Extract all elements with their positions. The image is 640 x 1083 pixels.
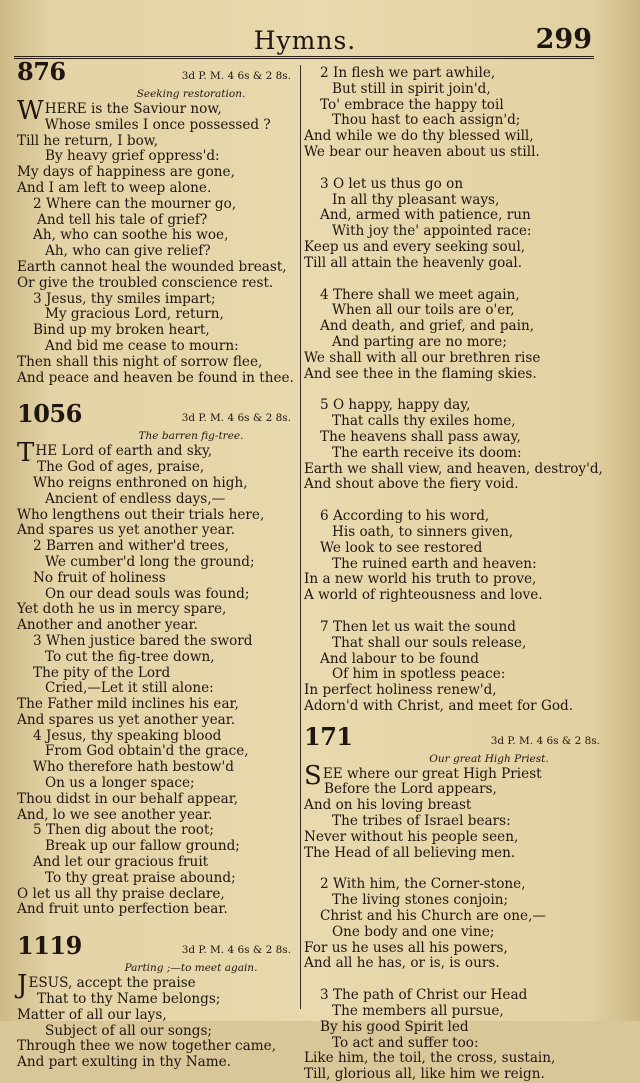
verse-line: We look to see restored xyxy=(320,539,483,556)
hymn-1119-header xyxy=(17,931,295,962)
verse-line: 5 O happy, happy day, xyxy=(320,397,471,414)
verse-line: 7 Then let us wait the sound xyxy=(320,618,516,635)
hymn-876-header xyxy=(17,57,295,88)
verse-line: 6 According to his word, xyxy=(320,508,490,525)
verse-line: Never without his people seen, xyxy=(304,828,519,845)
hymn-171-header xyxy=(304,721,604,753)
verse-line: His oath, to sinners given, xyxy=(332,523,514,540)
verse-line: On us a longer space; xyxy=(45,775,195,792)
verse-line: And spares us yet another year. xyxy=(17,711,236,728)
verse-line: The earth receive its doom: xyxy=(332,444,522,461)
verse-line: Christ and his Church are one,— xyxy=(320,908,547,925)
verse-line: Who therefore hath bestow'd xyxy=(33,759,234,776)
verse-line: With joy the' appointed race: xyxy=(332,223,532,240)
hymn-meter: 3d P. M. 4 6s & 2 8s. xyxy=(181,944,291,957)
verse-line: That shall our souls release, xyxy=(332,634,527,651)
left-column xyxy=(17,57,295,1071)
verse-line: 2 Where can the mourner go, xyxy=(33,195,237,212)
verse-line: And spares us yet another year. xyxy=(17,522,236,539)
drop-cap: T xyxy=(17,438,35,469)
verse-line: Of him in spotless peace: xyxy=(332,666,506,683)
hymn-1119-text xyxy=(17,970,295,1071)
verse-line: The ruined earth and heaven: xyxy=(332,555,537,572)
verse-line: Till, glorious all, like him we reign. xyxy=(304,1066,545,1083)
verse-line: And labour to be found xyxy=(320,650,479,667)
hymn-171-text xyxy=(304,760,604,1083)
verse-line: Break up our fallow ground; xyxy=(45,838,240,855)
verse-line: The living stones conjoin; xyxy=(332,892,509,909)
verse-line: One body and one vine; xyxy=(332,923,495,940)
verse-line: No fruit of holiness xyxy=(33,569,166,586)
verse-line: Whose smiles I once possessed ? xyxy=(44,116,271,133)
verse-line: Ah, who can soothe his woe, xyxy=(33,227,229,244)
verse-line: A world of righteousness and love. xyxy=(304,587,543,604)
verse-line: And all he has, or is, is ours. xyxy=(304,955,500,972)
hymn-topic: Parting ;—to meet again. xyxy=(124,962,258,975)
verse-line: We cumber'd long the ground; xyxy=(45,553,255,570)
verse-line: Keep us and every seeking soul, xyxy=(304,238,526,255)
verse-line: 3 The path of Christ our Head xyxy=(320,987,528,1004)
verse-line: In perfect holiness renew'd, xyxy=(304,682,497,699)
verse-line: 3 Jesus, thy smiles impart; xyxy=(33,290,216,307)
verse-line: The members all pursue, xyxy=(332,1003,504,1020)
hymn-1056-header xyxy=(17,399,295,430)
verse-line: Till he return, I bow, xyxy=(17,132,159,149)
verse-line: To' embrace the happy toil xyxy=(320,96,504,113)
verse-line: In all thy pleasant ways, xyxy=(332,191,500,208)
verse-line: By heavy grief oppress'd: xyxy=(45,148,220,165)
verse-line: Thou didst in our behalf appear, xyxy=(17,790,239,807)
verse-line: That calls thy exiles home, xyxy=(332,413,516,430)
hymn-number: 171 xyxy=(304,721,353,751)
verse-line: O let us all thy praise declare, xyxy=(17,885,225,902)
verse-line: When all our toils are o'er, xyxy=(332,302,515,319)
verse-line: 3 O let us thus go on xyxy=(320,175,464,192)
verse-line: Cried,—Let it still alone: xyxy=(45,680,214,697)
verse-line: Then shall this night of sorrow flee, xyxy=(17,353,263,370)
verse-line: Or give the troubled conscience rest. xyxy=(17,274,274,291)
verse-line: And let our gracious fruit xyxy=(33,854,209,871)
verse-line: From God obtain'd the grace, xyxy=(45,743,249,760)
verse-line: Matter of all our lays, xyxy=(17,1006,167,1023)
verse-line: And part exulting in thy Name. xyxy=(17,1054,231,1071)
page-number: 299 xyxy=(535,24,592,55)
hymn-number: 876 xyxy=(17,57,66,86)
verse-line: And see thee in the flaming skies. xyxy=(304,365,537,382)
verse-line: And bid me cease to mourn: xyxy=(45,337,239,354)
verse-line: And tell his tale of grief? xyxy=(37,211,208,228)
verse-line: For us he uses all his powers, xyxy=(304,939,508,956)
verse-line: And, lo we see another year. xyxy=(17,806,213,823)
verse-line: We shall with all our brethren rise xyxy=(304,349,541,366)
page-title: Hymns. xyxy=(253,26,357,55)
verse-line: My gracious Lord, return, xyxy=(45,306,224,323)
verse-line: Earth cannot heal the wounded breast, xyxy=(17,258,287,275)
verse-line: 2 In flesh we part awhile, xyxy=(320,65,496,81)
header-rule xyxy=(14,56,594,59)
verse-line: Ah, who can give relief? xyxy=(45,243,211,260)
hymn-meter: 3d P. M. 4 6s & 2 8s. xyxy=(181,70,291,82)
hymn-topic: The barren fig-tree. xyxy=(138,430,244,443)
verse-line: And shout above the fiery void. xyxy=(304,476,519,493)
verse-line: Thou hast to each assign'd; xyxy=(332,112,521,129)
verse-line: 4 There shall we meet again, xyxy=(320,286,520,303)
hymn-meter: 3d P. M. 4 6s & 2 8s. xyxy=(181,412,291,425)
verse-line: HERE is the Saviour now, xyxy=(44,101,222,117)
verse-line: And parting are no more; xyxy=(332,333,507,350)
verse-line: And on his loving breast xyxy=(304,797,472,814)
verse-line: To act and suffer too: xyxy=(332,1034,479,1051)
verse-line: Through thee we now together came, xyxy=(17,1038,277,1055)
verse-line: To thy great praise abound; xyxy=(45,869,236,886)
verse-line: My days of happiness are gone, xyxy=(17,164,235,181)
hymn-topic: Our great High Priest. xyxy=(429,752,549,765)
verse-line: The Father mild inclines his ear, xyxy=(17,696,239,713)
running-head xyxy=(0,26,640,56)
verse-line: And, armed with patience, run xyxy=(320,207,531,224)
verse-line: The pity of the Lord xyxy=(33,664,171,681)
verse-line: ESUS, accept the praise xyxy=(28,975,196,992)
verse-line: Ancient of endless days,— xyxy=(45,490,226,507)
verse-line: 4 Jesus, thy speaking blood xyxy=(33,727,222,744)
verse-line: The tribes of Israel bears: xyxy=(332,813,511,830)
verse-line: The heavens shall pass away, xyxy=(320,428,521,445)
verse-line: 2 With him, the Corner-stone, xyxy=(320,876,526,893)
verse-line: In a new world his truth to prove, xyxy=(304,571,537,588)
verse-line: And I am left to weep alone. xyxy=(17,179,212,196)
hymn-topic: Seeking restoration. xyxy=(136,88,246,100)
verse-line: And death, and grief, and pain, xyxy=(320,318,535,335)
hymn-1119-continued xyxy=(304,66,604,715)
verse-line: Yet doth he us in mercy spare, xyxy=(17,601,227,618)
hymn-number: 1056 xyxy=(17,399,82,429)
drop-cap: S xyxy=(304,760,322,791)
drop-cap: W xyxy=(17,96,44,126)
verse-line: Adorn'd with Christ, and meet for God. xyxy=(304,697,574,714)
verse-line: By his good Spirit led xyxy=(320,1018,469,1035)
verse-line: And fruit unto perfection bear. xyxy=(17,901,228,918)
right-column xyxy=(304,66,604,1083)
verse-line: Subject of all our songs; xyxy=(45,1022,213,1039)
drop-cap: J xyxy=(17,970,28,1001)
verse-line: Like him, the toil, the cross, sustain, xyxy=(304,1050,556,1067)
verse-line: The Head of all believing men. xyxy=(304,844,516,861)
verse-line: But still in spirit join'd, xyxy=(332,80,491,97)
verse-line: Till all attain the heavenly goal. xyxy=(304,254,523,271)
verse-line: The God of ages, praise, xyxy=(37,459,205,476)
hymn-1056-text xyxy=(17,438,295,918)
verse-line: We bear our heaven about us still. xyxy=(304,143,540,160)
verse-line: EE where our great High Priest xyxy=(322,765,542,782)
verse-line: Earth we shall view, and heaven, destroy'd, xyxy=(304,460,603,477)
hymn-876-text xyxy=(17,96,295,386)
hymn-meter: 3d P. M. 4 6s & 2 8s. xyxy=(490,734,600,747)
verse-line: To cut the fig-tree down, xyxy=(45,648,215,665)
verse-line: Who lengthens out their trials here, xyxy=(17,506,265,523)
verse-line: 2 Barren and wither'd trees, xyxy=(33,538,229,555)
column-divider xyxy=(300,65,301,1009)
hymn-number: 1119 xyxy=(17,931,82,961)
verse-line: 5 Then dig about the root; xyxy=(33,822,215,839)
verse-line: HE Lord of earth and sky, xyxy=(35,443,213,460)
verse-line: And peace and heaven be found in thee. xyxy=(17,369,294,386)
verse-line: Another and another year. xyxy=(17,617,198,634)
verse-line: And while we do thy blessed will, xyxy=(304,128,534,145)
verse-line: On our dead souls was found; xyxy=(45,585,250,602)
verse-line: Bind up my broken heart, xyxy=(33,322,210,339)
verse-line: Before the Lord appears, xyxy=(324,781,497,798)
verse-line: 3 When justice bared the sword xyxy=(33,632,253,649)
verse-line: Who reigns enthroned on high, xyxy=(33,474,248,491)
verse-line: That to thy Name belongs; xyxy=(37,991,221,1008)
